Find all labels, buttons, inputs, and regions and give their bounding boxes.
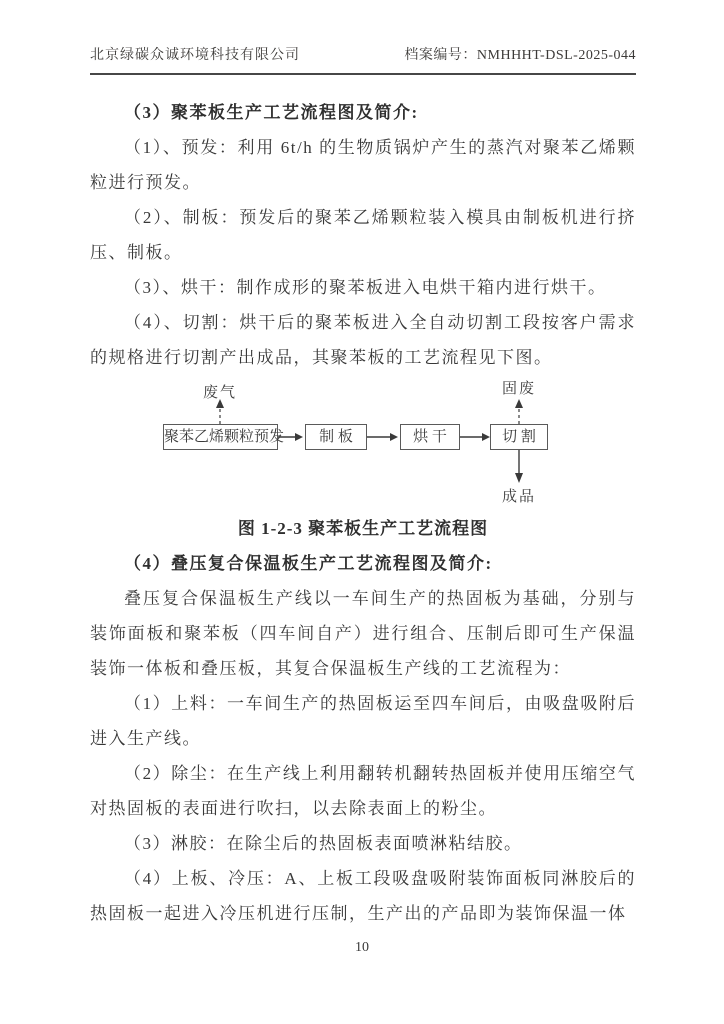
archive-number: 档案编号：NMHHHT-DSL-2025-044: [404, 48, 636, 63]
solid-waste-arrowhead-icon: [515, 399, 523, 408]
flow-arrow-3-head-icon: [482, 433, 490, 441]
flow-node-cutting: 切 割: [490, 424, 548, 450]
section4-paragraph-4: （4）上板、冷压：A、上板工段吸盘吸附装饰面板同淋胶后的热固板一起进入冷压机进行压制，生产出的产品即为装饰保温一体: [90, 869, 636, 923]
document-body: [90, 95, 636, 931]
section4-paragraph-2: （2）除尘：在生产线上利用翻转机翻转热固板并使用压缩空气对热固板的表面进行吹扫，以去除表面上的粉尘。: [90, 764, 636, 818]
page-number: 10: [355, 940, 369, 955]
document-header: [90, 44, 636, 75]
section3-paragraph-3: （3）、烘干：制作成形的聚苯板进入电烘干箱内进行烘干。: [124, 278, 607, 297]
flow-arrow-1-head-icon: [295, 433, 303, 441]
finished-product-label: 成品: [501, 489, 536, 505]
page-content: [90, 44, 636, 931]
solid-waste-label: 固废: [501, 381, 536, 397]
product-arrowhead-icon: [515, 473, 523, 483]
flow-node-drying: 烘 干: [400, 424, 460, 450]
flow-arrow-2-head-icon: [390, 433, 398, 441]
figure-caption: 图 1-2-3 聚苯板生产工艺流程图: [237, 519, 489, 538]
company-name: 北京绿碳众诚环境科技有限公司: [90, 48, 300, 63]
section4-paragraph-3: （3）淋胶：在除尘后的热固板表面喷淋粘结胶。: [124, 834, 523, 853]
flow-node-pre-expansion: 聚苯乙烯颗粒预发: [163, 424, 278, 450]
process-flow-diagram: [90, 377, 636, 505]
section4-paragraph-1: （1）上料：一车间生产的热固板运至四车间后，由吸盘吸附后进入生产线。: [90, 694, 636, 748]
flow-node-board-making: 制 板: [305, 424, 367, 450]
section3-heading: （3）聚苯板生产工艺流程图及简介:: [124, 103, 419, 122]
waste-gas-label: 废气: [202, 385, 237, 401]
section3-paragraph-2: （2）、制板：预发后的聚苯乙烯颗粒装入模具由制板机进行挤压、制板。: [90, 208, 636, 262]
section4-heading: （4）叠压复合保温板生产工艺流程图及简介:: [124, 554, 493, 573]
section3-paragraph-1: （1）、预发：利用 6t/h 的生物质锅炉产生的蒸汽对聚苯乙烯颗粒进行预发。: [90, 138, 636, 192]
section4-intro: 叠压复合保温板生产线以一车间生产的热固板为基础，分别与装饰面板和聚苯板（四车间自产）进行组合、压制后即可生产保温装饰一体板和叠压板，其复合保温板生产线的工艺流程为：: [90, 589, 636, 678]
section3-paragraph-4: （4）、切割：烘干后的聚苯板进入全自动切割工段按客户需求的规格进行切割产出成品，其聚苯板的工艺流程见下图。: [90, 313, 636, 367]
